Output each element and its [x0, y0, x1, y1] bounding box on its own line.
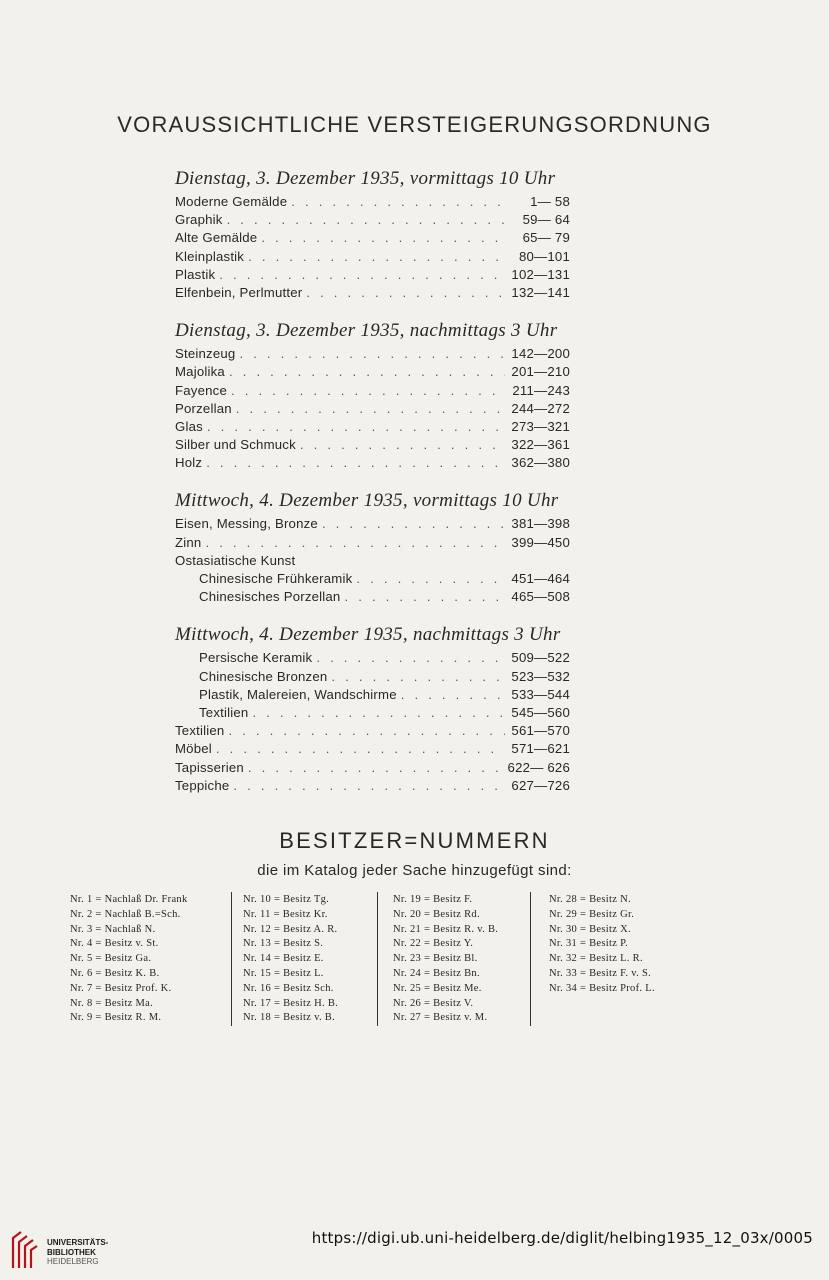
schedule-row [175, 401, 570, 419]
owner-entry: Nr. 3 = Nachlaß N. [70, 923, 156, 935]
owner-entry: Nr. 18 = Besitz v. B. [243, 1012, 336, 1024]
logo-line-2: BIBLIOTHEK [47, 1247, 96, 1257]
category-label: Kleinplastik [175, 248, 245, 264]
owner-entry: Nr. 31 = Besitz P. [549, 938, 628, 950]
lot-range: 509—522 [511, 650, 570, 666]
owner-entry: Nr. 6 = Besitz K. B. [70, 967, 160, 979]
lot-range: 545—560 [511, 704, 570, 720]
schedule-row [175, 437, 570, 455]
schedule-row [175, 741, 570, 759]
owner-entry: Nr. 15 = Besitz L. [243, 967, 324, 979]
schedule-row [175, 364, 570, 382]
category-label: Moderne Gemälde [175, 194, 288, 209]
schedule-session [175, 168, 570, 303]
owner-entry: Nr. 16 = Besitz Sch. [243, 982, 334, 994]
owner-entry: Nr. 26 = Besitz V. [393, 997, 474, 1009]
leader-dots [291, 194, 508, 209]
owner-entry: Nr. 32 = Besitz L. R. [549, 953, 643, 965]
owners-table [70, 892, 700, 1027]
schedule-row [175, 535, 570, 553]
leader-dots [216, 741, 505, 756]
schedule-row [175, 230, 570, 248]
owners-title: BESITZER=NUMMERN [279, 828, 550, 853]
lot-range: 561—570 [511, 723, 570, 739]
leader-dots [227, 212, 508, 227]
category-label: Möbel [175, 741, 212, 757]
lot-range: 59— 64 [522, 212, 570, 228]
schedule-row [175, 553, 570, 571]
lot-range: 132—141 [511, 284, 570, 300]
schedule-row [175, 705, 570, 723]
owner-entry: Nr. 12 = Besitz A. R. [243, 923, 338, 935]
schedule-row [175, 669, 570, 687]
owners-column [70, 892, 231, 1027]
schedule-session [175, 624, 570, 796]
schedule-row [175, 778, 570, 796]
owner-entry: Nr. 1 = Nachlaß Dr. Frank [70, 894, 188, 905]
lot-range: 65— 79 [522, 230, 570, 246]
leader-dots [205, 535, 505, 550]
schedule-row [175, 455, 570, 473]
lot-range: 102—131 [511, 266, 570, 282]
lot-range: 142—200 [511, 346, 570, 362]
leader-dots [322, 516, 505, 531]
leader-dots [331, 669, 505, 684]
leader-dots [229, 364, 505, 379]
owner-entry: Nr. 25 = Besitz Me. [393, 982, 482, 994]
auction-schedule [175, 168, 570, 813]
schedule-row [175, 723, 570, 741]
session-heading: Dienstag, 3. Dezember 1935, nachmittags 3 Uhr [175, 320, 558, 342]
category-label: Chinesische Bronzen [199, 668, 328, 684]
owner-entry: Nr. 13 = Besitz S. [243, 938, 324, 950]
leader-dots [252, 705, 505, 720]
category-label: Persische Keramik [199, 650, 313, 666]
category-label: Eisen, Messing, Bronze [175, 516, 318, 532]
owners-column [377, 892, 530, 1026]
lot-range: 381—398 [511, 516, 570, 532]
leader-dots [239, 346, 505, 361]
owner-entry: Nr. 10 = Besitz Tg. [243, 894, 330, 905]
category-label: Zinn [175, 534, 202, 550]
lot-range: 322—361 [511, 437, 570, 453]
session-heading: Dienstag, 3. Dezember 1935, vormittags 10 Uhr [175, 168, 556, 189]
leader-dots [261, 230, 508, 245]
category-label: Holz [175, 455, 203, 471]
schedule-row [175, 249, 570, 267]
owner-entry: Nr. 22 = Besitz Y. [393, 938, 474, 950]
owner-entry: Nr. 7 = Besitz Prof. K. [70, 982, 172, 994]
owner-entry: Nr. 30 = Besitz X. [549, 923, 631, 935]
schedule-row [175, 194, 570, 212]
owner-entry: Nr. 27 = Besitz v. M. [393, 1012, 488, 1024]
category-label: Teppiche [175, 777, 230, 793]
category-label: Majolika [175, 364, 225, 380]
schedule-row [175, 571, 570, 589]
schedule-row [175, 650, 570, 668]
owner-entry: Nr. 8 = Besitz Ma. [70, 997, 154, 1009]
lot-range: 1— 58 [530, 194, 570, 209]
leader-dots [236, 401, 506, 416]
owner-entry: Nr. 9 = Besitz R. M. [70, 1012, 162, 1024]
category-label: Fayence [175, 382, 227, 398]
source-url-link[interactable]: https://digi.ub.uni-heidelberg.de/diglit/helbing1935_12_03x/0005 [311, 1229, 813, 1247]
owner-entry: Nr. 29 = Besitz Gr. [549, 908, 635, 920]
lot-range: 362—380 [511, 455, 570, 471]
owner-entry: Nr. 23 = Besitz Bl. [393, 953, 478, 965]
lot-range: 533—544 [511, 686, 570, 702]
category-label: Plastik, Malereien, Wandschirme [199, 686, 397, 702]
leader-dots [306, 285, 505, 300]
owner-entry: Nr. 17 = Besitz H. B. [243, 997, 339, 1009]
lot-range: 622— 626 [507, 759, 570, 775]
owner-entry: Nr. 11 = Besitz Kr. [243, 908, 328, 920]
owner-entry: Nr. 2 = Nachlaß B.=Sch. [70, 908, 181, 920]
leader-dots [300, 437, 506, 452]
leader-dots [248, 760, 502, 775]
leader-dots [207, 419, 505, 434]
lot-range: 244—272 [511, 400, 570, 416]
leader-dots [233, 778, 505, 793]
schedule-row [175, 212, 570, 230]
library-emblem-icon [9, 1228, 39, 1272]
category-label: Silber und Schmuck [175, 437, 296, 453]
owner-entry: Nr. 33 = Besitz F. v. S. [549, 967, 652, 979]
leader-dots [316, 650, 505, 665]
category-label: Porzellan [175, 400, 232, 416]
owner-entry: Nr. 14 = Besitz E. [243, 953, 324, 965]
session-heading: Mittwoch, 4. Dezember 1935, nachmittags 3 Uhr [175, 624, 561, 646]
category-label: Chinesische Frühkeramik [199, 571, 353, 586]
schedule-row [175, 383, 570, 401]
category-label: Plastik [175, 266, 216, 282]
category-label: Textilien [199, 704, 249, 720]
owner-entry: Nr. 28 = Besitz N. [549, 894, 631, 905]
lot-range: 80—101 [518, 248, 570, 264]
lot-range: 571—621 [511, 741, 570, 757]
category-label: Graphik [175, 212, 223, 228]
owner-entry: Nr. 5 = Besitz Ga. [70, 953, 152, 965]
leader-dots [248, 249, 508, 264]
category-label: Tapisserien [175, 759, 244, 775]
schedule-row [175, 589, 570, 607]
session-heading: Mittwoch, 4. Dezember 1935, vormittags 10 Uhr [175, 490, 559, 512]
owner-entry: Nr. 4 = Besitz v. St. [70, 938, 159, 950]
schedule-row [175, 516, 570, 534]
lot-range: 451—464 [511, 571, 570, 586]
page-title: VORAUSSICHTLICHE VERSTEIGERUNGSORDNUNG [117, 112, 712, 137]
category-label: Textilien [175, 723, 225, 739]
logo-line-1: UNIVERSITÄTS- [47, 1238, 109, 1247]
leader-dots [231, 383, 506, 398]
owner-entry: Nr. 19 = Besitz F. [393, 894, 473, 905]
schedule-session [175, 490, 570, 607]
schedule-row [175, 285, 570, 303]
lot-range: 465—508 [511, 589, 570, 605]
leader-dots [356, 571, 505, 586]
schedule-row [175, 419, 570, 437]
leader-dots [401, 687, 506, 702]
leader-dots [344, 589, 505, 604]
schedule-row [175, 760, 570, 778]
lot-range: 627—726 [511, 777, 570, 793]
category-label: Alte Gemälde [175, 230, 258, 246]
schedule-row [175, 687, 570, 705]
lot-range: 399—450 [511, 534, 570, 550]
lot-range: 201—210 [511, 364, 570, 380]
owners-column [231, 892, 377, 1026]
owners-column [530, 892, 700, 1026]
category-label: Ostasiatische Kunst [175, 552, 296, 568]
owner-entry: Nr. 24 = Besitz Bn. [393, 967, 480, 979]
leader-dots [206, 455, 505, 470]
schedule-row [175, 267, 570, 285]
category-label: Steinzeug [175, 346, 236, 362]
category-label: Chinesisches Porzellan [199, 589, 341, 605]
lot-range: 273—321 [511, 418, 570, 434]
category-label: Elfenbein, Perlmutter [175, 284, 303, 300]
schedule-row [175, 346, 570, 364]
owners-subtitle: die im Katalog jeder Sache hinzugefügt sind: [257, 862, 572, 879]
library-logo[interactable] [9, 1228, 119, 1272]
leader-dots [219, 267, 505, 282]
owner-entry: Nr. 21 = Besitz R. v. B. [393, 923, 499, 935]
logo-line-3: HEIDELBERG [47, 1257, 99, 1266]
category-label: Glas [175, 418, 203, 434]
lot-range: 523—532 [511, 668, 570, 684]
schedule-session [175, 320, 570, 473]
owner-entry: Nr. 20 = Besitz Rd. [393, 908, 480, 920]
leader-dots [228, 723, 505, 738]
owner-entry: Nr. 34 = Besitz Prof. L. [549, 982, 655, 994]
lot-range: 211—243 [512, 382, 570, 398]
